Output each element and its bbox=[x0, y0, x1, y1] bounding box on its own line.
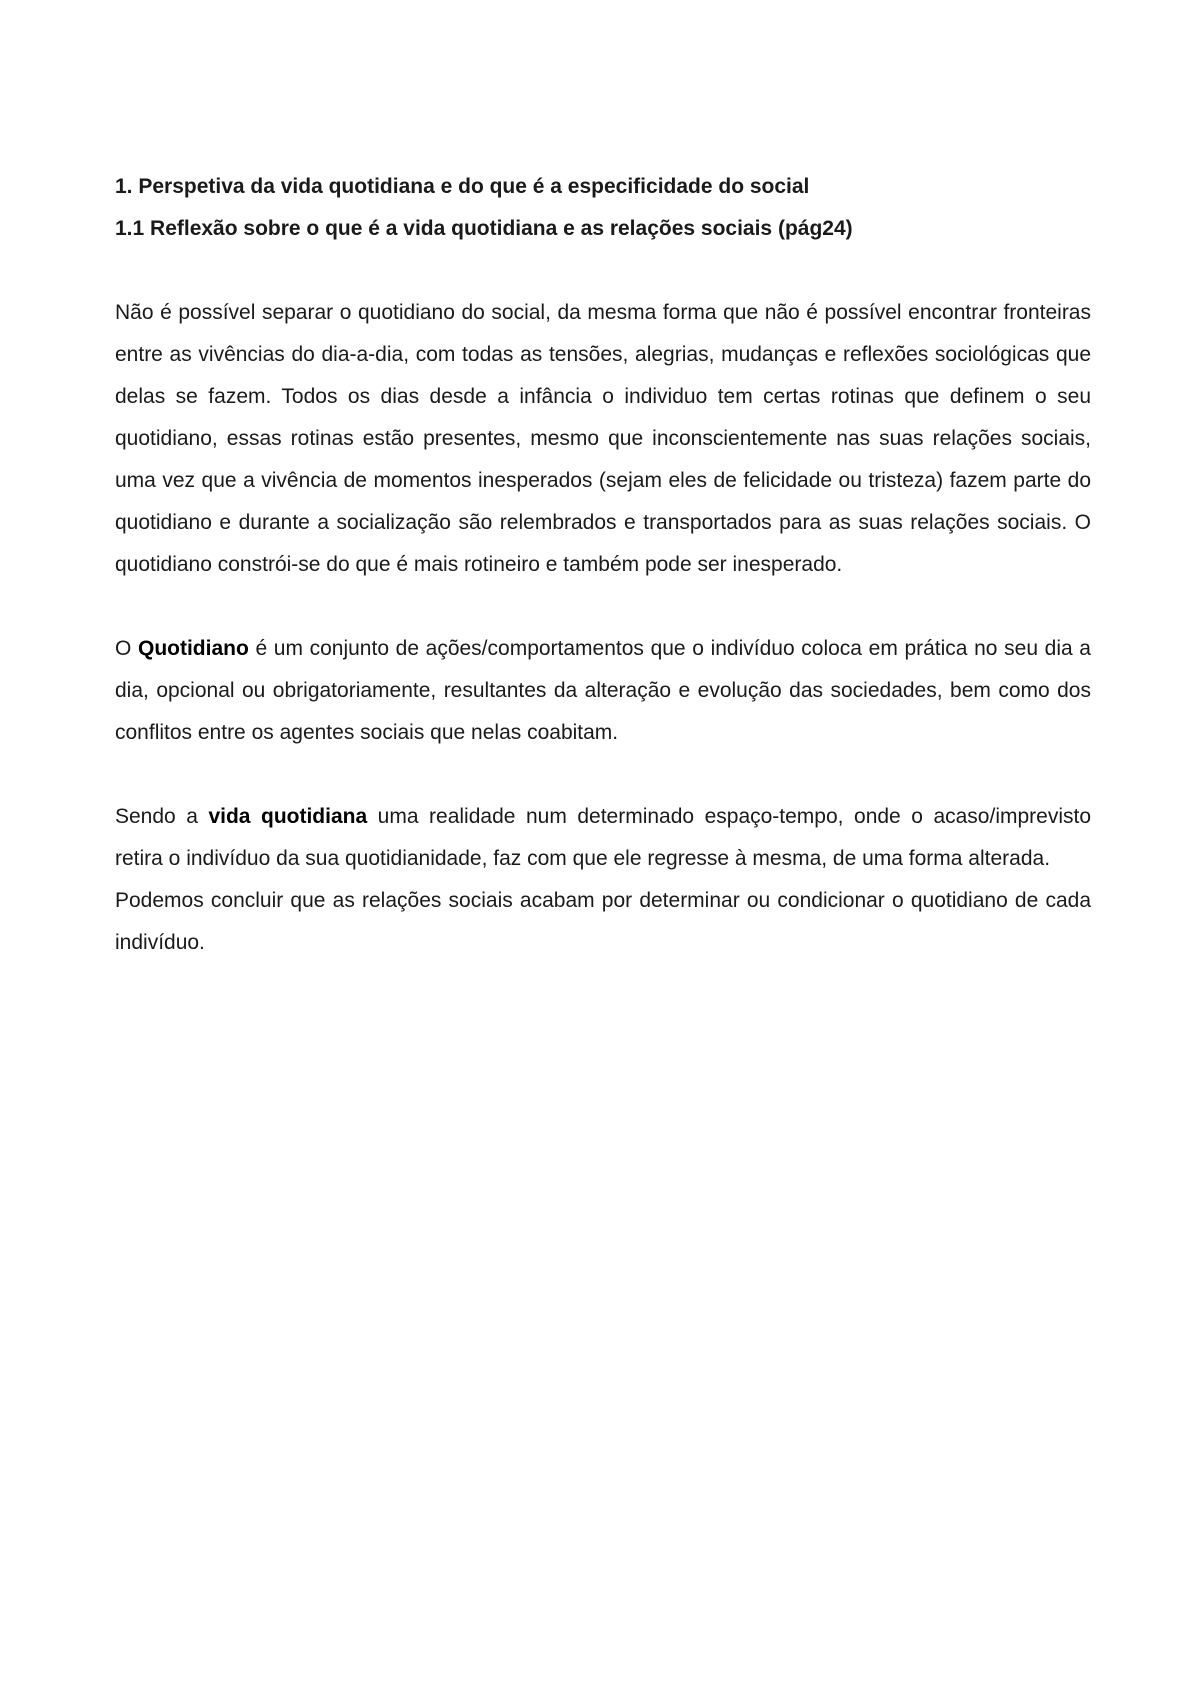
paragraph-spacer bbox=[115, 754, 1091, 796]
document-page bbox=[115, 166, 1091, 964]
bold-term: vida quotidiana bbox=[208, 805, 368, 828]
paragraph-text: uma realidade num determinado espaço-tempo, onde o acaso/imprevisto retira o indivíduo da sua quotidianidade, faz com que ele regresse à mesma, de uma forma alterada. bbox=[115, 805, 1092, 870]
paragraph-conclusion: Podemos concluir que as relações sociais acabam por determinar ou condicionar o quotidiano de cada indivíduo. bbox=[115, 889, 1091, 954]
paragraph-vida-quotidiana bbox=[115, 796, 1091, 880]
subsection-heading: 1.1 Reflexão sobre o que é a vida quotidiana e as relações sociais (pág24) bbox=[115, 217, 853, 240]
paragraph-text: Sendo a bbox=[115, 805, 209, 828]
paragraph-spacer bbox=[115, 586, 1091, 628]
paragraph-quotidiano-definition bbox=[115, 628, 1091, 754]
paragraph-intro: Não é possível separar o quotidiano do social, da mesma forma que não é possível encontrar fronteiras entre as vivências do dia-a-dia, com todas as tensões, alegrias, mudanças e reflexões sociológicas que delas se fazem. Todos os dias desde a infância o individuo tem certas rotinas que definem o seu quotidiano, essas rotinas estão presentes, mesmo que inconscientemente nas suas relações sociais, uma vez que a vivência de momentos inesperados (sejam eles de felicidade ou tristeza) fazem parte do quotidiano e durante a socialização são relembrados e transportados para as suas relações sociais. O quotidiano constrói-se do que é mais rotineiro e também pode ser inesperado. bbox=[115, 301, 1091, 576]
bold-term: Quotidiano bbox=[137, 637, 249, 660]
section-heading: 1. Perspetiva da vida quotidiana e do que é a especificidade do social bbox=[115, 175, 810, 198]
paragraph-spacer bbox=[115, 250, 1091, 292]
paragraph-text: O bbox=[115, 637, 138, 660]
paragraph-text: é um conjunto de ações/comportamentos que o indivíduo coloca em prática no seu dia a dia, opcional ou obrigatoriamente, resultantes da alteração e evolução das sociedades, bem como dos conflitos entre os agentes sociais que nelas coabitam. bbox=[115, 637, 1091, 744]
